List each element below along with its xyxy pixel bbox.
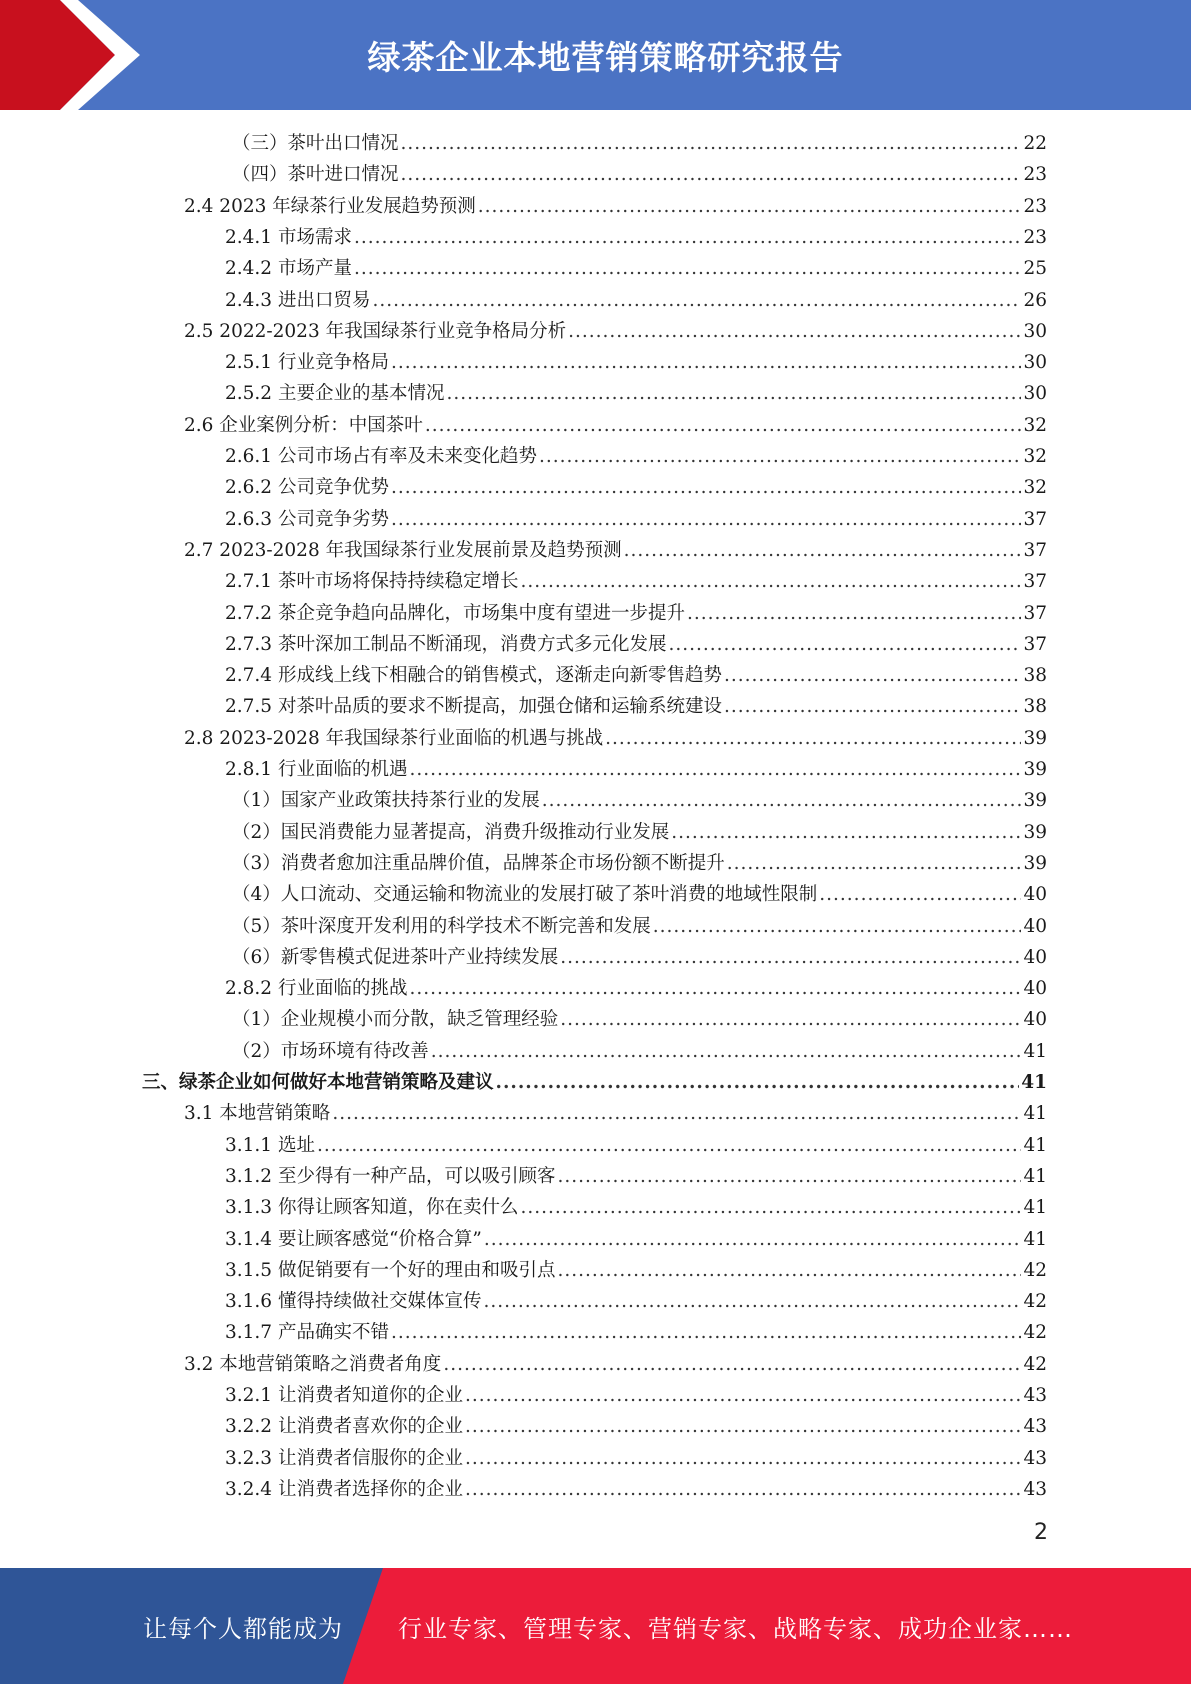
toc-entry[interactable] [225,1317,1047,1348]
toc-entry[interactable] [225,347,1047,378]
toc-entry-title: 3.2.2 让消费者喜欢你的企业 [225,1416,463,1438]
toc-entry-title: 2.7.2 茶企竞争趋向品牌化，市场集中度有望进一步提升 [225,602,685,624]
toc-entry-page: 37 [1023,633,1047,655]
toc-entry[interactable] [225,1255,1047,1286]
toc-entry-title: 3.1.4 要让顾客感觉“价格合算” [225,1228,482,1250]
toc-entry-title: （6）新零售模式促进茶叶产业持续发展 [232,946,559,968]
toc-dot-leader [431,1036,1022,1067]
toc-entry-page: 30 [1023,352,1047,374]
toc-entry-page: 42 [1023,1322,1047,1344]
toc-dot-leader [443,1349,1021,1380]
toc-entry[interactable] [232,879,1047,910]
toc-entry-page: 37 [1023,602,1047,624]
toc-entry-title: 2.7.1 茶叶市场将保持持续稳定增长 [225,571,519,593]
toc-entry[interactable] [225,504,1047,535]
toc-dot-leader [560,942,1021,973]
toc-entry-page: 40 [1023,978,1047,1000]
toc-entry-title: 3.2 本地营销策略之消费者角度 [184,1353,442,1375]
toc-entry-title: （1）国家产业政策扶持茶行业的发展 [232,790,540,812]
toc-entry-title: 3.2.1 让消费者知道你的企业 [225,1385,463,1406]
toc-entry-page: 39 [1023,790,1047,812]
toc-entry-page: 30 [1023,383,1047,405]
toc-entry[interactable] [232,911,1047,942]
toc-entry[interactable] [225,598,1047,629]
toc-entry-page: 42 [1023,1291,1047,1313]
toc-entry-page: 39 [1023,759,1047,780]
toc-entry[interactable] [142,1067,1047,1098]
toc-entry-page: 30 [1023,320,1047,342]
toc-entry-page: 37 [1023,539,1047,561]
toc-dot-leader [483,1286,1021,1317]
toc-entry-title: （四）茶叶进口情况 [232,164,399,186]
toc-entry-title: （4）人口流动、交通运输和物流业的发展打破了茶叶消费的地域性限制 [232,884,818,906]
toc-entry[interactable] [225,1161,1047,1192]
toc-entry-page: 43 [1023,1447,1047,1469]
toc-dot-leader [465,1443,1021,1474]
toc-entry-page: 39 [1023,821,1047,843]
toc-entry[interactable] [232,848,1047,879]
toc-dot-leader [401,128,1022,159]
toc-entry[interactable] [184,191,1047,222]
toc-entry-title: 3.1.1 选址 [225,1134,315,1156]
toc-dot-leader [539,441,1021,472]
toc-entry-title: 2.8.1 行业面临的机遇 [225,759,408,780]
toc-entry-title: 2.7.3 茶叶深加工制品不断涌现，消费方式多元化发展 [225,633,667,655]
toc-dot-leader [409,973,1021,1004]
page-footer [0,1568,1191,1684]
page-number: 2 [1034,1520,1048,1545]
toc-entry[interactable] [225,1411,1047,1442]
toc-entry-page: 37 [1023,508,1047,530]
toc-entry[interactable] [225,378,1047,409]
toc-entry-title: 2.6.1 公司市场占有率及未来变化趋势 [225,446,537,467]
toc-dot-leader [465,1474,1021,1505]
toc-entry-page: 40 [1023,884,1047,906]
toc-dot-leader [391,504,1021,535]
toc-entry-page: 23 [1023,164,1047,186]
toc-entry[interactable] [232,159,1047,190]
toc-entry-title: 2.5 2022-2023 年我国绿茶行业竞争格局分析 [184,320,567,342]
toc-entry[interactable] [232,785,1047,816]
toc-entry-page: 43 [1023,1416,1047,1438]
toc-dot-leader [724,691,1021,722]
toc-entry-page: 38 [1023,696,1047,718]
toc-entry-title: 2.4.3 进出口贸易 [225,289,371,311]
toc-entry-title: 2.5.2 主要企业的基本情况 [225,383,445,405]
toc-entry[interactable] [225,566,1047,597]
toc-entry-page: 39 [1023,727,1047,749]
toc-dot-leader [317,1130,1022,1161]
toc-entry-page: 41 [1023,1165,1047,1187]
toc-entry[interactable] [225,660,1047,691]
page-header [0,0,1191,110]
toc-entry[interactable] [232,817,1047,848]
toc-entry-page: 41 [1023,1197,1047,1219]
toc-entry[interactable] [225,1380,1047,1411]
toc-entry[interactable] [184,1349,1047,1380]
toc-entry-page: 32 [1023,477,1047,499]
toc-entry-title: 2.6.2 公司竞争优势 [225,477,389,499]
toc-dot-leader [484,1224,1022,1255]
toc-entry-title: 3.2.4 让消费者选择你的企业 [225,1478,463,1500]
toc-entry-page: 40 [1023,1009,1047,1031]
toc-dot-leader [465,1411,1021,1442]
toc-entry[interactable] [232,1036,1047,1067]
toc-entry-title: 3.1.7 产品确实不错 [225,1322,389,1344]
toc-entry-title: 2.4 2023 年绿茶行业发展趋势预测 [184,195,476,217]
toc-entry-page: 41 [1023,1103,1047,1125]
toc-entry-page: 37 [1023,571,1047,593]
toc-entry[interactable] [225,1443,1047,1474]
toc-dot-leader [465,1380,1021,1411]
toc-entry[interactable] [184,535,1047,566]
toc-entry-title: 2.6.3 公司竞争劣势 [225,508,389,530]
footer-slogan-right: 行业专家、管理专家、营销专家、战略专家、成功企业家…… [398,1614,1073,1643]
toc-dot-leader [391,472,1021,503]
toc-entry[interactable] [225,285,1047,316]
toc-entry-title: 2.7.5 对茶叶品质的要求不断提高，加强仓储和运输系统建设 [225,696,722,718]
toc-entry-page: 40 [1023,915,1047,937]
toc-dot-leader [542,785,1022,816]
toc-entry[interactable] [225,629,1047,660]
toc-dot-leader [687,598,1021,629]
toc-entry-page: 22 [1023,133,1047,154]
toc-entry-page: 40 [1023,946,1047,968]
toc-entry-page: 43 [1023,1478,1047,1500]
toc-entry-page: 32 [1023,414,1047,436]
toc-entry-title: 3.1.5 做促销要有一个好的理由和吸引点 [225,1259,556,1281]
toc-entry[interactable] [232,942,1047,973]
toc-dot-leader [425,410,1022,441]
toc-dot-leader [478,191,1022,222]
toc-entry-page: 41 [1023,1040,1047,1062]
toc-entry[interactable] [184,410,1047,441]
toc-entry-title: （5）茶叶深度开发利用的科学技术不断完善和发展 [232,915,651,937]
toc-entry-title: （2）市场环境有待改善 [232,1040,429,1062]
toc-entry-page: 39 [1023,852,1047,874]
toc-dot-leader [560,1004,1021,1035]
toc-dot-leader [653,911,1022,942]
toc-entry-title: （1）企业规模小而分散，缺乏管理经验 [232,1009,559,1031]
toc-entry[interactable] [232,1004,1047,1035]
toc-dot-leader [391,1317,1021,1348]
toc-dot-leader [409,754,1021,785]
toc-entry-title: 2.7 2023-2028 年我国绿茶行业发展前景及趋势预测 [184,539,622,561]
toc-entry-page: 25 [1023,258,1047,280]
toc-entry-title: 3.1.2 至少得有一种产品，可以吸引顾客 [225,1165,556,1187]
toc-dot-leader [557,1255,1021,1286]
toc-dot-leader [520,1192,1021,1223]
toc-dot-leader [401,159,1022,190]
toc-entry-title: 2.7.4 形成线上线下相融合的销售模式，逐渐走向新零售趋势 [225,665,722,687]
toc-entry-page: 41 [1021,1072,1047,1093]
toc-dot-leader [372,285,1021,316]
toc-entry[interactable] [225,691,1047,722]
toc-entry[interactable] [184,316,1047,347]
toc-dot-leader [354,253,1022,284]
toc-entry[interactable] [225,1286,1047,1317]
toc-entry[interactable] [225,1224,1047,1255]
toc-entry-page: 38 [1023,665,1047,687]
toc-entry-title: 2.5.1 行业竞争格局 [225,352,389,374]
toc-dot-leader [819,879,1021,910]
toc-entry[interactable] [232,128,1047,159]
toc-entry-title: 3.2.3 让消费者信服你的企业 [225,1447,463,1469]
toc-entry-title: （三）茶叶出口情况 [232,133,399,154]
toc-entry[interactable] [225,1130,1047,1161]
toc-entry-page: 41 [1023,1134,1047,1156]
toc-entry[interactable] [225,754,1047,785]
toc-entry-title: 2.4.2 市场产量 [225,258,352,280]
toc-dot-leader [446,378,1021,409]
report-title: 绿茶企业本地营销策略研究报告 [367,37,844,77]
toc-dot-leader [624,535,1022,566]
toc-entry-page: 42 [1023,1353,1047,1375]
toc-dot-leader [724,660,1021,691]
toc-entry-title: 2.8 2023-2028 年我国绿茶行业面临的机遇与挑战 [184,727,604,749]
toc-entry-title: 3.1.6 懂得持续做社交媒体宣传 [225,1291,482,1313]
footer-slogan-left: 让每个人都能成为 [143,1614,343,1643]
toc-entry[interactable] [225,222,1047,253]
toc-entry[interactable] [225,1192,1047,1223]
toc-entry-title: 3.1.3 你得让顾客知道，你在卖什么 [225,1197,519,1219]
toc-entry-title: （2）国民消费能力显著提高，消费升级推动行业发展 [232,821,670,843]
toc-dot-leader [332,1098,1021,1129]
toc-dot-leader [671,817,1021,848]
toc-entry-page: 43 [1023,1385,1047,1406]
toc-entry-title: 三、绿茶企业如何做好本地营销策略及建议 [142,1072,494,1093]
toc-entry-title: （3）消费者愈加注重品牌价值，品牌茶企市场份额不断提升 [232,852,725,874]
toc-dot-leader [727,848,1022,879]
toc-dot-leader [496,1067,1020,1098]
toc-entry[interactable] [184,723,1047,754]
toc-entry-title: 2.4.1 市场需求 [225,226,352,248]
toc-entry-title: 2.6 企业案例分析：中国茶叶 [184,414,423,436]
toc-dot-leader [557,1161,1021,1192]
toc-entry-page: 32 [1023,446,1047,467]
toc-entry[interactable] [225,253,1047,284]
toc-entry[interactable] [225,973,1047,1004]
toc-entry-page: 23 [1023,226,1047,248]
toc-entry[interactable] [225,1474,1047,1505]
toc-entry[interactable] [225,441,1047,472]
toc-entry-page: 41 [1023,1228,1047,1250]
toc-entry[interactable] [225,472,1047,503]
toc-entry-title: 3.1 本地营销策略 [184,1103,331,1125]
toc-dot-leader [520,566,1021,597]
toc-entry-title: 2.8.2 行业面临的挑战 [225,978,408,1000]
toc-entry[interactable] [184,1098,1047,1129]
toc-dot-leader [668,629,1021,660]
toc-dot-leader [605,723,1021,754]
toc-dot-leader [391,347,1021,378]
toc-entry-page: 42 [1023,1259,1047,1281]
toc-dot-leader [354,222,1022,253]
toc-entry-page: 26 [1023,289,1047,311]
toc-dot-leader [568,316,1021,347]
toc-entry-page: 23 [1023,195,1047,217]
